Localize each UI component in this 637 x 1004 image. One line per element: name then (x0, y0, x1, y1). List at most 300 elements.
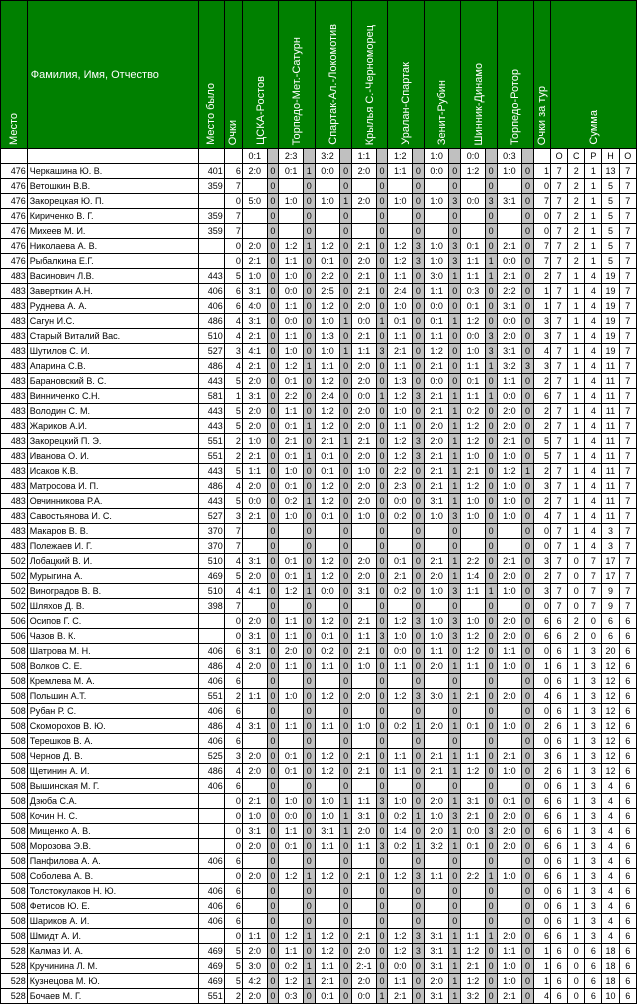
name-cell: Макаров В. В. (27, 524, 198, 539)
forecast-cell (461, 779, 486, 794)
tour-points-cell: 6 (533, 809, 550, 824)
stat-cell: 1 (568, 914, 585, 929)
forecast-cell (352, 674, 377, 689)
stat-cell: 7 (551, 554, 568, 569)
stat-cell: 7 (551, 434, 568, 449)
forecast-cell (461, 524, 486, 539)
points-cell: 4 (224, 479, 242, 494)
match-points-cell: 1 (449, 944, 461, 959)
stat-cell: 13 (602, 164, 619, 179)
forecast-cell: 1:2 (279, 869, 304, 884)
points-cell: 0 (224, 809, 242, 824)
table-row (1, 854, 637, 869)
match-points-cell: 0 (376, 659, 388, 674)
forecast-cell: 2:1 (497, 269, 522, 284)
forecast-cell: 1:0 (279, 464, 304, 479)
match-points-cell: 0 (267, 674, 279, 689)
match-points-cell: 0 (485, 899, 497, 914)
forecast-cell: 1:0 (497, 974, 522, 989)
forecast-cell: 1:1 (315, 839, 340, 854)
match-points-cell: 1 (303, 449, 315, 464)
table-row (1, 959, 637, 974)
forecast-cell: 1:1 (352, 839, 377, 854)
match-points-cell: 0 (413, 314, 425, 329)
match-points-cell: 0 (413, 779, 425, 794)
forecast-cell: 2:0 (424, 659, 449, 674)
stat-cell: 4 (585, 344, 602, 359)
name-cell: Черкашина Ю. В. (27, 164, 198, 179)
col-match-8: Торпедо-Ротор (497, 1, 533, 149)
place-cell: 483 (1, 314, 28, 329)
stat-cell: 7 (551, 569, 568, 584)
forecast-cell (388, 704, 413, 719)
stat-cell: 7 (585, 554, 602, 569)
forecast-cell: 1:0 (497, 509, 522, 524)
points-cell: 0 (224, 194, 242, 209)
place-was-cell: 406 (199, 914, 225, 929)
stat-cell: 6 (619, 629, 636, 644)
stat-cell: 3 (585, 719, 602, 734)
place-was-cell: 443 (199, 269, 225, 284)
table-row (1, 239, 637, 254)
tour-points-cell: 3 (533, 329, 550, 344)
place-was-cell: 359 (199, 224, 225, 239)
forecast-cell (279, 599, 304, 614)
forecast-cell: 1:0 (279, 509, 304, 524)
match-points-cell: 0 (303, 644, 315, 659)
forecast-cell: 3:1 (424, 929, 449, 944)
name-cell: Закорецкий П. Э. (27, 434, 198, 449)
stat-cell: 5 (602, 224, 619, 239)
forecast-cell: 2:1 (352, 329, 377, 344)
forecast-cell (315, 179, 340, 194)
match-points-cell: 0 (267, 854, 279, 869)
stat-cell: 6 (551, 614, 568, 629)
place-cell: 483 (1, 524, 28, 539)
forecast-cell: 2:0 (279, 644, 304, 659)
stat-cell: 4 (602, 929, 619, 944)
table-row (1, 359, 637, 374)
table-row (1, 179, 637, 194)
forecast-cell: 0:0 (352, 389, 377, 404)
match-points-cell: 0 (413, 299, 425, 314)
stat-cell: 1 (568, 284, 585, 299)
match-points-cell: 0 (303, 914, 315, 929)
forecast-cell: 2:0 (497, 419, 522, 434)
tour-points-cell: 6 (533, 389, 550, 404)
stat-cell: 7 (551, 449, 568, 464)
result-spacer (485, 149, 497, 164)
match-points-cell: 0 (267, 389, 279, 404)
match-points-cell: 3 (449, 614, 461, 629)
place-was-cell: 359 (199, 179, 225, 194)
stat-cell: 7 (551, 359, 568, 374)
forecast-cell: 0:1 (315, 254, 340, 269)
match-points-cell: 0 (340, 329, 352, 344)
match-points-cell: 1 (413, 839, 425, 854)
place-cell: 483 (1, 404, 28, 419)
forecast-cell (279, 914, 304, 929)
match-points-cell: 0 (340, 959, 352, 974)
place-was-cell: 406 (199, 884, 225, 899)
tour-points-cell: 6 (533, 839, 550, 854)
stat-cell: 12 (602, 674, 619, 689)
forecast-cell: 1:2 (279, 584, 304, 599)
match-points-cell: 0 (340, 734, 352, 749)
points-cell: 6 (224, 779, 242, 794)
match-points-cell: 0 (267, 899, 279, 914)
stat-cell: 7 (551, 299, 568, 314)
stat-cell: 7 (551, 164, 568, 179)
stat-cell: 6 (551, 944, 568, 959)
tour-points-cell: 3 (533, 479, 550, 494)
match-points-cell: 0 (522, 419, 534, 434)
place-cell: 506 (1, 614, 28, 629)
forecast-cell: 1:1 (388, 359, 413, 374)
forecast-cell: 2:1 (352, 749, 377, 764)
place-was-cell: 406 (199, 734, 225, 749)
forecast-cell: 0:3 (279, 989, 304, 1004)
forecast-cell: 1:2 (315, 869, 340, 884)
tour-points-cell: 1 (533, 659, 550, 674)
tour-points-cell: 1 (533, 959, 550, 974)
forecast-cell: 2:0 (497, 839, 522, 854)
match-points-cell: 0 (449, 359, 461, 374)
forecast-cell (388, 599, 413, 614)
name-cell: Старый Виталий Вас. (27, 329, 198, 344)
stat-cell: 5 (602, 239, 619, 254)
stat-cell: 3 (585, 809, 602, 824)
match-points-cell: 0 (303, 404, 315, 419)
forecast-cell: 0:0 (352, 989, 377, 1004)
tour-points-cell: 0 (533, 674, 550, 689)
place-cell: 483 (1, 299, 28, 314)
name-cell: Щетинин А. И. (27, 764, 198, 779)
forecast-cell: 1:0 (279, 689, 304, 704)
match-points-cell: 1 (485, 359, 497, 374)
stat-cell: 6 (619, 614, 636, 629)
forecast-cell (352, 704, 377, 719)
forecast-cell: 1:2 (315, 929, 340, 944)
match-points-cell: 0 (340, 779, 352, 794)
match-points-cell: 0 (449, 224, 461, 239)
match-points-cell: 0 (340, 224, 352, 239)
stat-cell: 1 (568, 809, 585, 824)
forecast-cell: 2:1 (242, 329, 267, 344)
stat-cell: 1 (568, 839, 585, 854)
match-points-cell: 0 (449, 299, 461, 314)
match-points-cell: 0 (485, 599, 497, 614)
stat-cell: 0 (568, 989, 585, 1004)
match-points-cell: 0 (340, 764, 352, 779)
stat-cell: 1 (568, 644, 585, 659)
forecast-cell: 1:1 (279, 659, 304, 674)
forecast-cell: 1:2 (388, 689, 413, 704)
match-points-cell: 0 (376, 224, 388, 239)
match-points-cell: 0 (376, 824, 388, 839)
place-cell: 528 (1, 974, 28, 989)
stat-cell: 1 (568, 824, 585, 839)
result-spacer (376, 149, 388, 164)
place-was-cell (199, 869, 225, 884)
table-row (1, 389, 637, 404)
forecast-cell: 1:1 (352, 344, 377, 359)
stat-cell: 3 (585, 689, 602, 704)
place-cell: 508 (1, 824, 28, 839)
forecast-cell: 3:1 (242, 284, 267, 299)
match-points-cell: 0 (522, 749, 534, 764)
table-row (1, 299, 637, 314)
stat-cell: 3 (602, 524, 619, 539)
forecast-cell: 2:0 (424, 419, 449, 434)
forecast-cell: 1:1 (388, 269, 413, 284)
match-points-cell: 0 (522, 539, 534, 554)
match-points-cell: 0 (449, 539, 461, 554)
forecast-cell: 1:2 (424, 344, 449, 359)
stat-cell: 6 (585, 959, 602, 974)
forecast-cell (315, 899, 340, 914)
match-points-cell: 0 (522, 194, 534, 209)
col-match-6: Зенит-Рубин (424, 1, 460, 149)
match-points-cell: 0 (267, 809, 279, 824)
stat-cell: 19 (602, 344, 619, 359)
match-points-cell: 0 (340, 974, 352, 989)
forecast-cell (315, 224, 340, 239)
name-cell: Дзюба С.А. (27, 794, 198, 809)
forecast-cell: 2:0 (242, 944, 267, 959)
results-blank (1, 149, 28, 164)
points-cell: 0 (224, 929, 242, 944)
forecast-cell: 2:0 (242, 239, 267, 254)
match-points-cell: 0 (449, 914, 461, 929)
table-row (1, 344, 637, 359)
forecast-cell: 1:0 (315, 314, 340, 329)
forecast-cell (497, 854, 522, 869)
name-cell: Осипов Г. С. (27, 614, 198, 629)
stat-cell: 2 (568, 179, 585, 194)
match-points-cell: 0 (303, 689, 315, 704)
match-points-cell: 0 (376, 974, 388, 989)
forecast-cell: 2:1 (352, 434, 377, 449)
place-was-cell: 406 (199, 674, 225, 689)
points-cell: 4 (224, 554, 242, 569)
match-points-cell: 1 (303, 869, 315, 884)
match-points-cell: 0 (413, 974, 425, 989)
match-points-cell: 0 (340, 614, 352, 629)
place-cell: 502 (1, 569, 28, 584)
forecast-cell: 0:0 (279, 809, 304, 824)
match-points-cell: 0 (413, 644, 425, 659)
forecast-cell: 2:0 (352, 554, 377, 569)
forecast-cell: 1:1 (388, 974, 413, 989)
match-points-cell: 0 (413, 179, 425, 194)
match-points-cell: 0 (485, 764, 497, 779)
tour-points-cell: 0 (533, 224, 550, 239)
forecast-cell: 1:3 (388, 374, 413, 389)
match-points-cell: 0 (413, 629, 425, 644)
forecast-cell: 1:2 (461, 974, 486, 989)
stat-cell: 7 (551, 179, 568, 194)
stat-cell: 1 (568, 464, 585, 479)
match-points-cell: 0 (522, 809, 534, 824)
stat-cell: 7 (551, 284, 568, 299)
forecast-cell (424, 524, 449, 539)
match-points-cell: 1 (485, 254, 497, 269)
forecast-cell: 3:1 (315, 824, 340, 839)
stat-cell: 6 (619, 854, 636, 869)
forecast-cell (242, 779, 267, 794)
match-points-cell: 0 (522, 644, 534, 659)
forecast-cell: 0:1 (279, 749, 304, 764)
match-points-cell: 0 (485, 689, 497, 704)
match-points-cell: 0 (522, 599, 534, 614)
table-row (1, 629, 637, 644)
match-points-cell: 0 (340, 509, 352, 524)
table-row (1, 224, 637, 239)
points-cell: 4 (224, 584, 242, 599)
forecast-cell: 0:2 (315, 644, 340, 659)
tour-points-cell: 0 (533, 209, 550, 224)
forecast-cell: 0:0 (315, 164, 340, 179)
match-points-cell: 0 (522, 284, 534, 299)
stat-cell: 11 (602, 389, 619, 404)
stat-cell: 1 (568, 659, 585, 674)
match-points-cell: 0 (413, 539, 425, 554)
forecast-cell (352, 209, 377, 224)
forecast-cell: 2:-1 (352, 959, 377, 974)
forecast-cell: 1:1 (388, 419, 413, 434)
forecast-cell: 3:1 (242, 554, 267, 569)
stat-cell: 12 (602, 764, 619, 779)
forecast-cell: 1:2 (315, 569, 340, 584)
stat-cell: 1 (568, 344, 585, 359)
stat-cell: 17 (602, 569, 619, 584)
forecast-cell: 2:0 (242, 839, 267, 854)
match-points-cell: 0 (267, 629, 279, 644)
match-points-cell: 0 (267, 824, 279, 839)
forecast-cell: 1:2 (388, 389, 413, 404)
match-points-cell: 1 (449, 974, 461, 989)
stat-cell: 6 (585, 989, 602, 1004)
place-was-cell: 486 (199, 359, 225, 374)
stat-cell: 7 (619, 479, 636, 494)
stat-header: С (568, 149, 585, 164)
stat-cell: 6 (619, 839, 636, 854)
forecast-cell (424, 779, 449, 794)
place-cell: 502 (1, 554, 28, 569)
table-row (1, 374, 637, 389)
points-cell: 5 (224, 974, 242, 989)
match-points-cell: 0 (303, 554, 315, 569)
stat-cell: 12 (602, 689, 619, 704)
match-points-cell: 3 (413, 944, 425, 959)
match-points-cell: 0 (522, 164, 534, 179)
place-was-cell: 359 (199, 209, 225, 224)
table-row (1, 269, 637, 284)
match-points-cell: 0 (267, 794, 279, 809)
forecast-cell: 2:0 (352, 419, 377, 434)
stat-cell: 6 (619, 884, 636, 899)
tour-points-cell: 1 (533, 284, 550, 299)
forecast-cell (388, 779, 413, 794)
points-cell: 5 (224, 464, 242, 479)
match-points-cell: 0 (522, 794, 534, 809)
forecast-cell: 2:1 (242, 794, 267, 809)
forecast-cell: 2:1 (461, 464, 486, 479)
table-row (1, 449, 637, 464)
table-row (1, 944, 637, 959)
forecast-cell: 2:1 (497, 239, 522, 254)
forecast-cell: 2:0 (352, 164, 377, 179)
match-points-cell: 1 (485, 929, 497, 944)
match-points-cell: 0 (522, 374, 534, 389)
forecast-cell (424, 914, 449, 929)
forecast-cell: 1:1 (315, 959, 340, 974)
forecast-cell: 3:1 (424, 959, 449, 974)
forecast-cell: 2:0 (352, 494, 377, 509)
match-points-cell: 3 (413, 614, 425, 629)
stat-cell: 6 (619, 749, 636, 764)
match-points-cell: 0 (522, 824, 534, 839)
match-points-cell: 0 (413, 899, 425, 914)
match-points-cell: 0 (485, 209, 497, 224)
tour-points-cell: 3 (533, 584, 550, 599)
forecast-cell (461, 734, 486, 749)
points-cell: 0 (224, 629, 242, 644)
forecast-cell: 0:0 (424, 374, 449, 389)
stat-cell: 7 (551, 194, 568, 209)
forecast-cell: 0:0 (497, 389, 522, 404)
forecast-cell (242, 599, 267, 614)
stat-cell: 7 (551, 599, 568, 614)
table-row (1, 254, 637, 269)
result-spacer (303, 149, 315, 164)
stat-cell: 1 (568, 719, 585, 734)
forecast-cell: 3:1 (242, 314, 267, 329)
points-cell: 2 (224, 989, 242, 1004)
forecast-cell: 2:0 (497, 929, 522, 944)
forecast-cell: 2:1 (352, 284, 377, 299)
stat-cell: 7 (551, 374, 568, 389)
match-points-cell: 0 (522, 974, 534, 989)
stat-cell: 4 (585, 524, 602, 539)
place-cell: 502 (1, 599, 28, 614)
match-points-cell: 0 (522, 719, 534, 734)
match-points-cell: 1 (303, 569, 315, 584)
place-was-cell: 486 (199, 719, 225, 734)
stat-cell: 6 (619, 719, 636, 734)
forecast-cell: 1:0 (352, 659, 377, 674)
tour-points-cell: 7 (533, 239, 550, 254)
forecast-cell: 2:1 (497, 554, 522, 569)
forecast-cell: 0:0 (388, 494, 413, 509)
stat-cell: 4 (602, 884, 619, 899)
match-points-cell: 0 (340, 554, 352, 569)
stat-cell: 6 (585, 974, 602, 989)
forecast-cell: 0:2 (461, 404, 486, 419)
stat-cell: 1 (568, 869, 585, 884)
match-points-cell: 1 (303, 164, 315, 179)
match-points-cell: 0 (376, 374, 388, 389)
name-cell: Иванова О. И. (27, 449, 198, 464)
match-points-cell: 0 (376, 899, 388, 914)
match-points-cell: 0 (340, 839, 352, 854)
forecast-cell: 1:1 (424, 869, 449, 884)
match-points-cell: 0 (522, 689, 534, 704)
forecast-cell: 0:0 (388, 644, 413, 659)
match-points-cell: 1 (449, 389, 461, 404)
match-points-cell: 0 (376, 764, 388, 779)
